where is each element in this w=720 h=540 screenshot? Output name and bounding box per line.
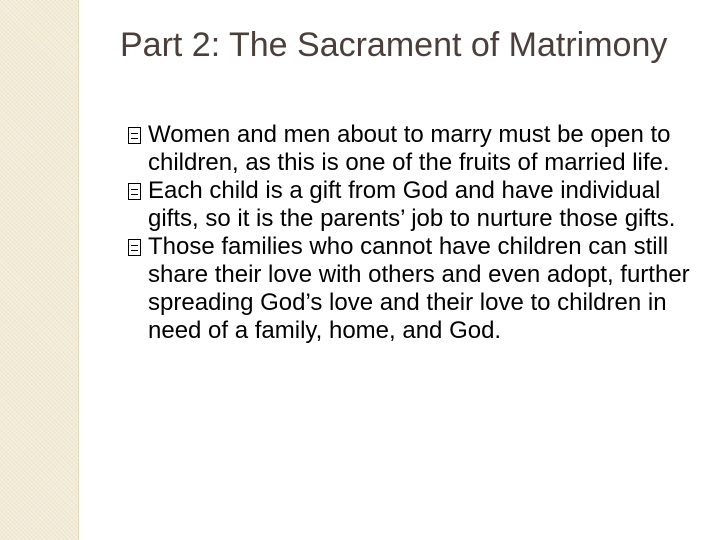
bullet-text: Women and men about to marry must be open to children, as this is one of the fruits of married life.	[148, 121, 671, 176]
bullet-item	[130, 121, 710, 177]
bullet-list	[130, 121, 710, 345]
slide-title: Part 2: The Sacrament of Matrimony	[120, 26, 668, 64]
bullet-text: Those families who cannot have children can still share their love with others and even adopt, further spreading God’s love and their love to children in need of a family, home, and God.	[148, 233, 690, 344]
missing-glyph-box-icon	[128, 127, 141, 144]
bullet-item	[130, 177, 710, 233]
decorative-side-band	[0, 0, 78, 540]
missing-glyph-box-icon	[128, 239, 141, 256]
bullet-text: Each child is a gift from God and have individual gifts, so it is the parents’ job to nurture those gifts.	[148, 177, 676, 232]
bullet-item	[130, 233, 710, 345]
side-divider	[78, 0, 79, 540]
missing-glyph-box-icon	[128, 183, 141, 200]
